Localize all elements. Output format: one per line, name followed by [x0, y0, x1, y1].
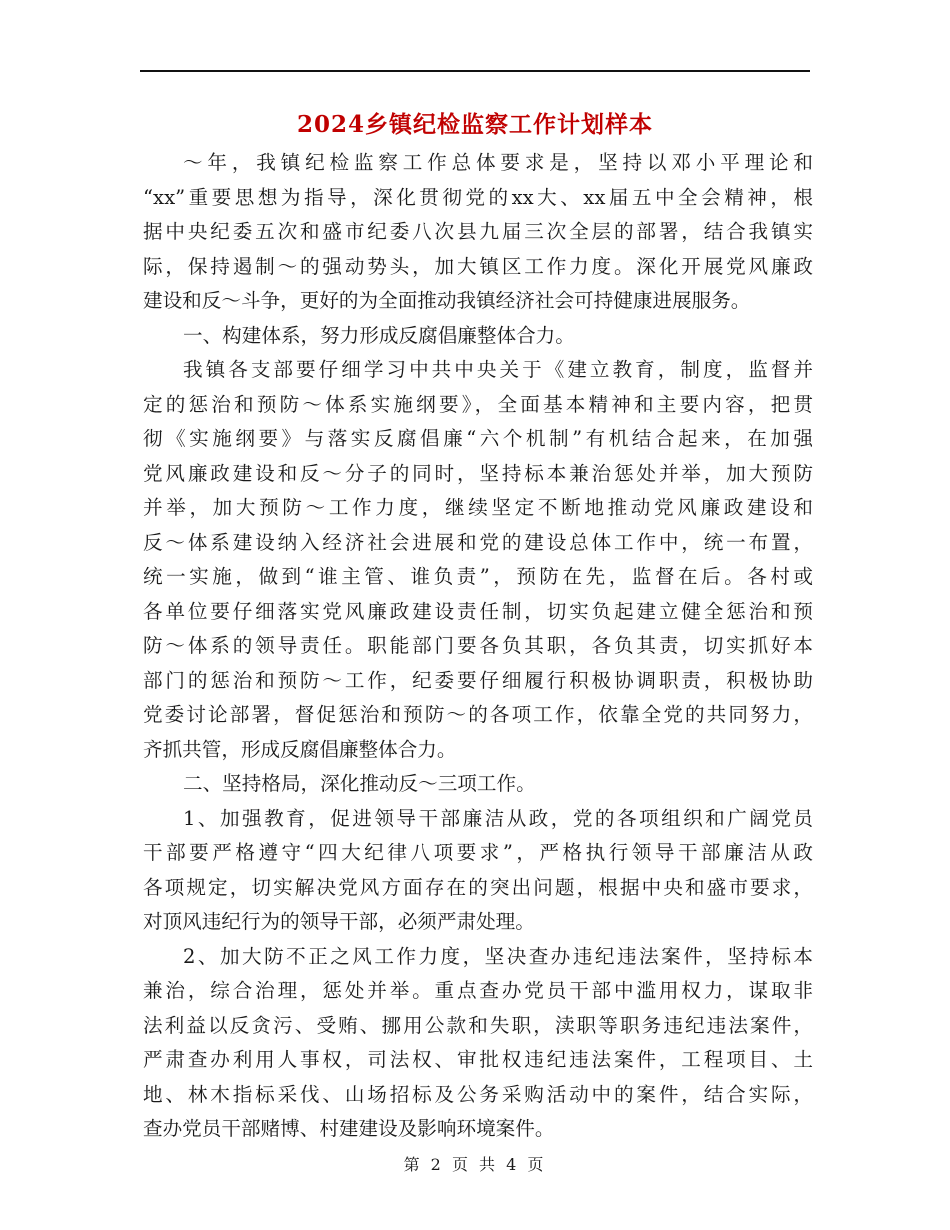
paragraph-line: 对顶风违纪行为的领导干部，必须严肃处理。: [143, 910, 535, 933]
paragraph: [143, 353, 813, 767]
paragraph-line: 并举，加大预防～工作力度，继续坚定不断地推动党风廉政建设和: [143, 496, 813, 519]
paragraph-line: 一、构建体系，努力形成反腐倡廉整体合力。: [183, 323, 575, 347]
paragraph-line: 定的惩治和预防～体系实施纲要》，全面基本精神和主要内容，把贯: [143, 392, 813, 416]
paragraph-line: 建设和反～斗争，更好的为全面推动我镇经济社会可持健康进展服务。: [143, 289, 751, 312]
paragraph-line: 地、林木指标采伐、山场招标及公务采购活动中的案件，结合实际，: [143, 1082, 813, 1106]
paragraph-line: 严肃查办利用人事权，司法权、审批权违纪违法案件，工程项目、土: [143, 1048, 813, 1071]
paragraph-line: 各项规定，切实解决党风方面存在的突出问题，根据中央和盛市要求，: [143, 875, 813, 899]
document-body: [143, 146, 813, 1147]
paragraph-line: 齐抓共管，形成反腐倡廉整体合力。: [143, 737, 457, 761]
paragraph-line: 统一实施，做到“谁主管、谁负责”，预防在先，监督在后。各村或: [143, 565, 813, 588]
paragraph: [143, 802, 813, 940]
page-footer: 第 2 页 共 4 页: [403, 1155, 547, 1174]
header-rule: [140, 70, 810, 72]
paragraph-line: 各单位要仔细落实党风廉政建设责任制，切实负起建立健全惩治和预: [143, 599, 813, 623]
paragraph-line: 彻《实施纲要》与落实反腐倡廉“六个机制”有机结合起来，在加强: [143, 427, 813, 450]
paragraph: [143, 767, 813, 802]
paragraph: [143, 940, 813, 1147]
paragraph-line: 兼治，综合治理，惩处并举。重点查办党员干部中滥用权力，谋取非: [143, 979, 813, 1002]
paragraph: [143, 146, 813, 319]
paragraph-line: 二、坚持格局，深化推动反～三项工作。: [183, 772, 536, 795]
paragraph-line: 党委讨论部署，督促惩治和预防～的各项工作，依靠全党的共同努力，: [143, 703, 813, 726]
paragraph-line: 查办党员干部赌博、村建建设及影响环境案件。: [143, 1117, 555, 1140]
paragraph-line: 1、加强教育，促进领导干部廉洁从政，党的各项组织和广阔党员: [183, 806, 813, 830]
paragraph-line: ～年，我镇纪检监察工作总体要求是，坚持以邓小平理论和: [183, 151, 813, 174]
paragraph-line: “xx”重要思想为指导，深化贯彻党的xx大、xx届五中全会精神，根: [143, 185, 813, 209]
paragraph-line: 部门的惩治和预防～工作，纪委要仔细履行积极协调职责，积极协助: [143, 668, 813, 692]
paragraph-line: 据中央纪委五次和盛市纪委八次县九届三次全层的部署，结合我镇实: [143, 220, 813, 243]
paragraph-line: 2、加大防不正之风工作力度，坚决查办违纪违法案件，坚持标本: [183, 944, 813, 968]
paragraph-line: 党风廉政建设和反～分子的同时，坚持标本兼治惩处并举，加大预防: [143, 461, 813, 485]
paragraph-line: 反～体系建设纳入经济社会进展和党的建设总体工作中，统一布置，: [143, 530, 813, 554]
paragraph-line: 防～体系的领导责任。职能部门要各负其职，各负其责，切实抓好本: [143, 634, 813, 657]
document-title: 2024乡镇纪检监察工作计划样本: [296, 111, 653, 138]
paragraph-line: 际，保持遏制～的强动势头，加大镇区工作力度。深化开展党风廉政: [143, 254, 813, 278]
paragraph-line: 我镇各支部要仔细学习中共中央关于《建立教育，制度，监督并: [183, 358, 813, 381]
paragraph-line: 法利益以反贪污、受贿、挪用公款和失职，渎职等职务违纪违法案件，: [143, 1013, 813, 1037]
paragraph: [143, 319, 813, 354]
paragraph-line: 干部要严格遵守“四大纪律八项要求”，严格执行领导干部廉洁从政: [143, 841, 813, 864]
